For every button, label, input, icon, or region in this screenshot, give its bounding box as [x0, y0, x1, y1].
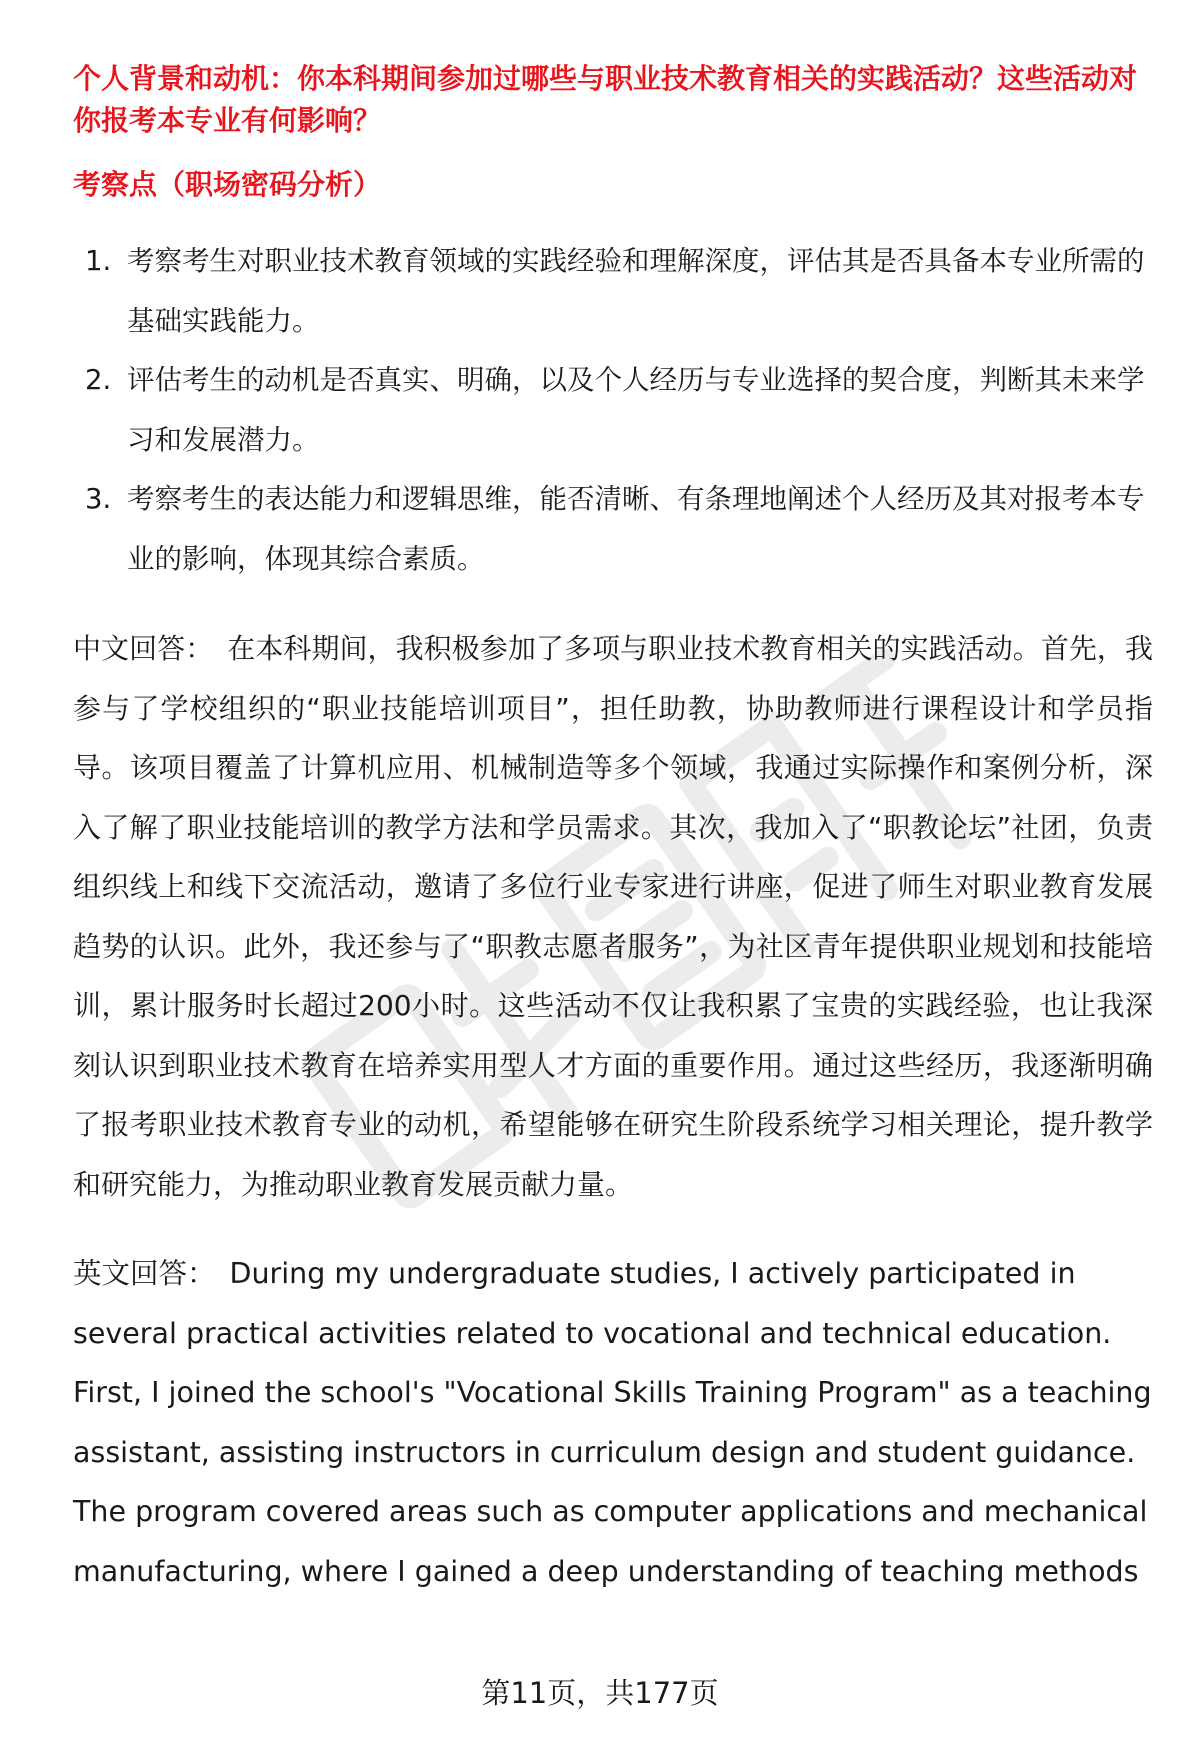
- list-item-number: 2.: [85, 364, 112, 396]
- list-item: [73, 232, 1153, 351]
- english-answer-label: 英文回答：: [73, 1257, 216, 1290]
- section-title: 考察点（职场密码分析）: [73, 168, 382, 201]
- list-item-text: 考察考生的表达能力和逻辑思维，能否清晰、有条理地阐述个人经历及其对报考本专业的影响，体现其综合素质。: [127, 483, 1145, 575]
- question-heading: 个人背景和动机：你本科期间参加过哪些与职业技术教育相关的实践活动？这些活动对你报考本专业有何影响？: [73, 62, 1138, 137]
- assessment-points-list: [73, 232, 1153, 589]
- chinese-answer: [73, 619, 1153, 1214]
- list-item-number: 3.: [85, 483, 112, 515]
- english-answer: [73, 1244, 1153, 1601]
- page-number-footer: 第11页，共177页: [481, 1676, 719, 1710]
- list-item: [73, 351, 1153, 470]
- chinese-answer-text: 在本科期间，我积极参加了多项与职业技术教育相关的实践活动。首先，我参与了学校组织的“职业技能培训项目”，担任助教，协助教师进行课程设计和学员指导。该项目覆盖了计算机应用、机械制造等多个领域，我通过实际操作和案例分析，深入了解了职业技能培训的教学方法和学员需求。其次，我加入了“职教论坛”社团，负责组织线上和线下交流活动，邀请了多位行业专家进行讲座，促进了师生对职业教育发展趋势的认识。此外，我还参与了“职教志愿者服务”，为社区青年提供职业规划和技能培训，累计服务时长超过200小时。这些活动不仅让我积累了宝贵的实践经验，也让我深刻认识到职业技术教育在培养实用型人才方面的重要作用。通过这些经历，我逐渐明确了报考职业技术教育专业的动机，希望能够在研究生阶段系统学习相关理论，提升教学和研究能力，为推动职业教育发展贡献力量。: [73, 632, 1153, 1201]
- list-item-number: 1.: [85, 245, 112, 277]
- english-answer-text: During my undergraduate studies, I actively participated in several practical activities related to vocational and technical education. First, I joined the school's "Vocational Skills Training Program" as a teaching assistant, assisting instructors in curriculum design and student guidance. The program covered areas such as computer applications and mechanical manufacturing, where I gained a deep understanding of teaching methods: [73, 1257, 1152, 1588]
- main-content: [73, 58, 1153, 1601]
- list-item: [73, 470, 1153, 589]
- list-item-text: 考察考生对职业技术教育领域的实践经验和理解深度，评估其是否具备本专业所需的基础实践能力。: [127, 245, 1145, 337]
- chinese-answer-label: 中文回答：: [73, 632, 214, 665]
- list-item-text: 评估考生的动机是否真实、明确，以及个人经历与专业选择的契合度，判断其未来学习和发展潜力。: [127, 364, 1145, 456]
